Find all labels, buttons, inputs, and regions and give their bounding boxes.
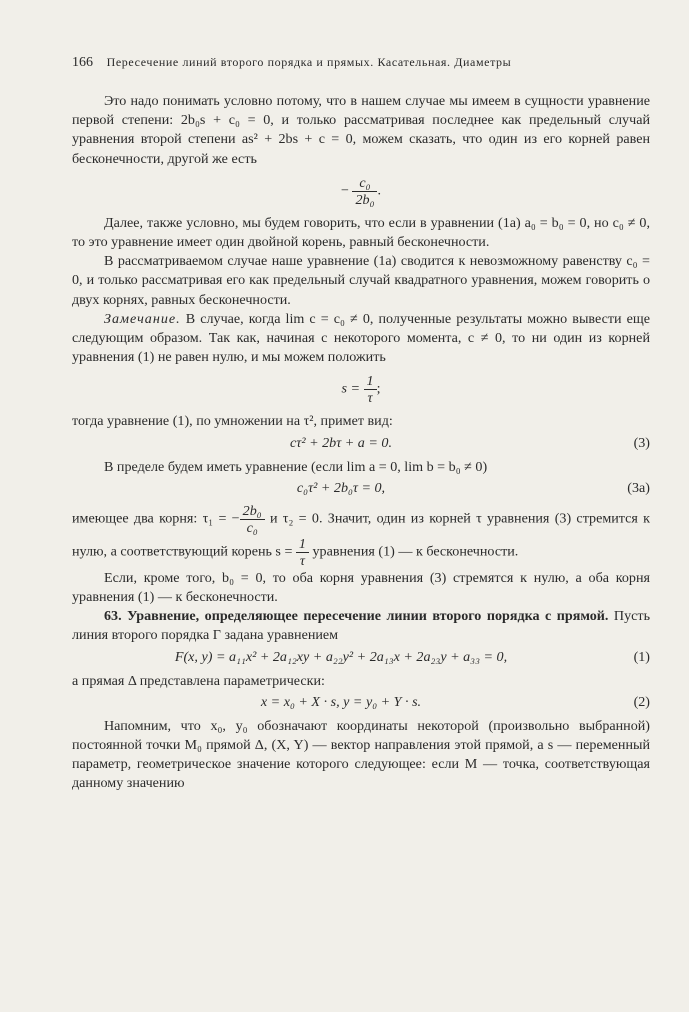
page-number: 166: [72, 55, 93, 70]
equation-number: (3): [633, 434, 650, 451]
section-number: 63.: [104, 608, 122, 625]
paragraph: имеющее два корня: τ₁ = − $\frac{\text{2b₀}}{\text{c₀}}$ и τ₂ = 0. Значит, один из корней τ уравнения (3) стремится к нулю, а соответствующий корень s = $\frac{1}{\tau}$ уравнения (1) — к бесконечности.: [72, 502, 651, 569]
fraction-numerator: c₀: [352, 175, 377, 192]
equation-number: (3a): [627, 479, 650, 496]
paragraph: а прямая Δ представлена параметрически:: [72, 672, 325, 689]
equation-number: (1): [633, 648, 650, 665]
equation-2: x = x₀ + X · s, y = y₀ + Y · s. (2): [72, 693, 650, 715]
paragraph: Если, кроме того, b₀ = 0, то оба корня уравнения (3) стремятся к нулю, а оба корня уравнения (1) — к бесконечности.: [72, 569, 650, 606]
page-header: [72, 55, 632, 71]
equation-3: cτ² + 2bτ + a = 0. (3): [72, 434, 650, 456]
section-title: Уравнение, определяющее пересечение линии второго порядка с прямой.: [127, 608, 609, 625]
equation-3a: c₀τ² + 2b₀τ = 0, (3a): [72, 479, 650, 501]
remark-label: Замечание.: [104, 310, 181, 327]
paragraph: Это надо понимать условно потому, что в нашем случае мы имеем в сущности уравнение первой степени: 2b₀s + c₀ = 0, и только рассматривая последнее как предельный случай уравнения второй степени as² + 2bs + c = 0, можем сказать, что один из его корней равен бесконечности, другой же есть: [72, 93, 650, 167]
paragraph: Напомним, что x₀, y₀ обозначают координаты некоторой (произвольно выбранной) постоянной точки M₀ прямой Δ, (X, Y) — вектор направления этой прямой, а s — переменный параметр, геометрическое значение которого следующее: если M — точка, соответствующая данному значению: [72, 717, 650, 792]
equation-1: F(x, y) = a₁₁x² + 2a₁₂xy + a₂₂y² + 2a₁₃x + 2a₂₃y + a₃₃ = 0, (1): [72, 648, 650, 670]
section-63: 63. Уравнение, определяющее пересечение линии второго порядка с прямой. Пусть линия второго порядка Γ задана уравнением: [72, 608, 650, 644]
formula-substitution: s = $\frac{1}{\tau}$ ;: [341, 373, 381, 407]
paragraph: Далее, также условно, мы будем говорить, что если в уравнении (1a) a₀ = b₀ = 0, но c₀ ≠ 0, то это уравнение имеет один двойной корень, равный бесконечности.: [72, 214, 650, 251]
running-title: Пересечение линий второго порядка и прямых. Касательная. Диаметры: [106, 55, 512, 69]
paragraph: В пределе будем иметь уравнение (если lim a = 0, lim b = b₀ ≠ 0): [104, 458, 488, 475]
page-body: [72, 92, 650, 794]
remark-paragraph: Замечание. В случае, когда lim c = c₀ ≠ 0, полученные результаты можно вывести еще следующим образом. Так как, начиная с некоторого момента, c ≠ 0, то ни один из корней уравнения (1) не равен нулю, и мы можем положить: [72, 310, 650, 366]
paragraph: тогда уравнение (1), по умножении на τ², примет вид:: [72, 413, 393, 430]
equation-number: (2): [633, 693, 650, 710]
formula-fraction: − $\frac{\text{c₀}}{\text{2b₀}}$ .: [340, 174, 381, 208]
fraction-denominator: 2b₀: [355, 191, 375, 208]
paragraph: В рассматриваемом случае наше уравнение (1a) сводится к невозможному равенству c₀ = 0, и только рассматривая его как предельный случай квадратного уравнения, можем говорить о двух корнях, равных бесконечности.: [72, 253, 650, 308]
